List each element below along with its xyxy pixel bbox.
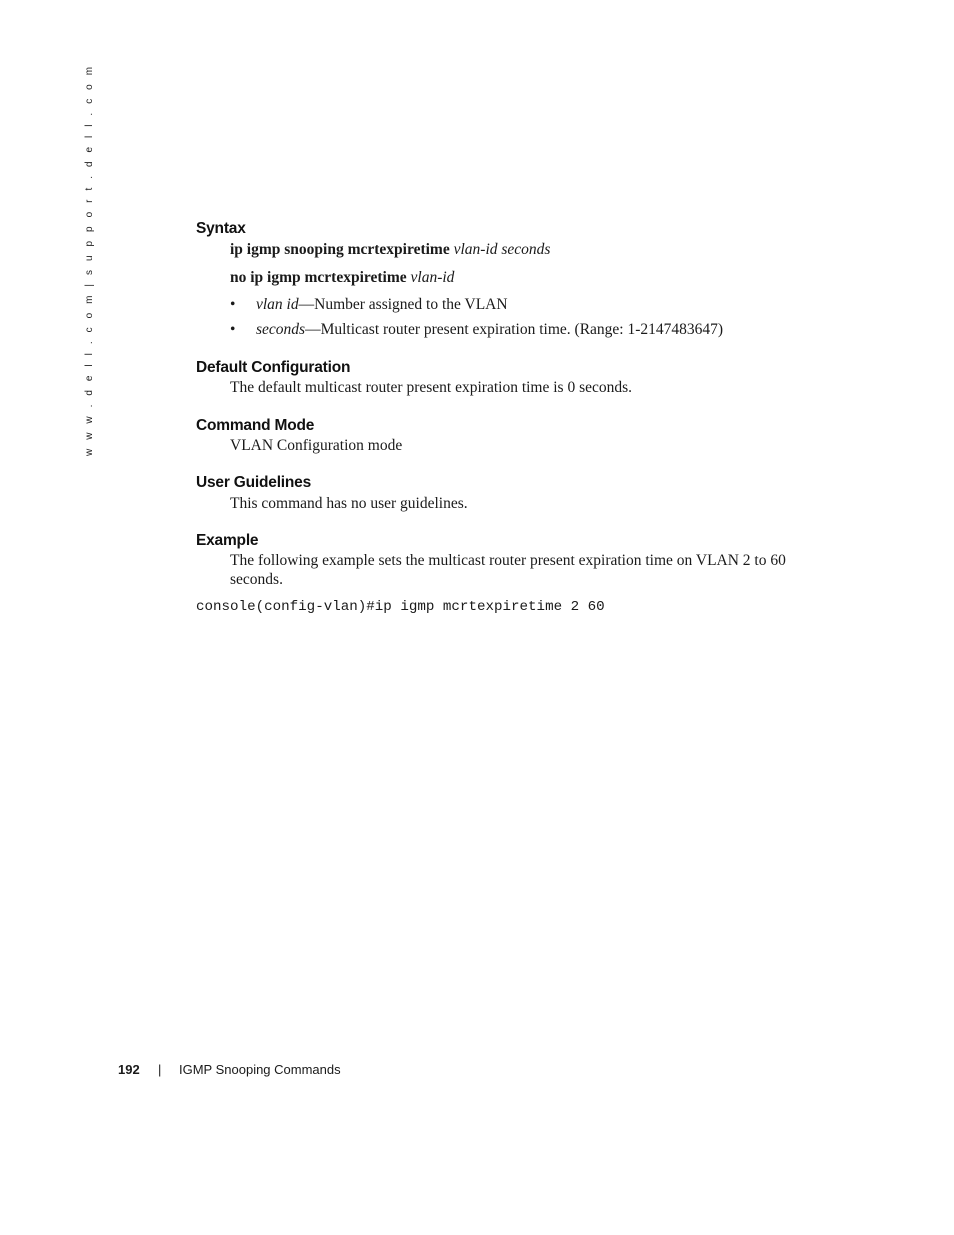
example-code: console(config-vlan)#ip igmp mcrtexpiretime 2 60 (196, 599, 605, 615)
example-heading: Example (196, 532, 259, 549)
default-configuration-heading: Default Configuration (196, 359, 351, 376)
syntax-command-1: ip igmp snooping mcrtexpiretime (230, 241, 450, 258)
user-guidelines-text: This command has no user guidelines. (230, 495, 468, 512)
bullet-icon: • (230, 321, 236, 338)
user-guidelines-heading: User Guidelines (196, 474, 312, 491)
bullet-item-vlan-id (256, 296, 508, 314)
command-mode-heading: Command Mode (196, 417, 315, 434)
syntax-params-1: vlan-id seconds (453, 241, 551, 258)
syntax-line-1 (230, 240, 550, 259)
syntax-heading: Syntax (196, 220, 246, 237)
side-margin-url: w w w . d e l l . c o m | s u p p o r t . d e l l . c o m (84, 63, 95, 456)
syntax-command-2: no ip igmp mcrtexpiretime (230, 269, 407, 286)
bullet-item-seconds (256, 321, 723, 339)
syntax-line-2 (230, 268, 454, 287)
bullet-desc: —Number assigned to the VLAN (298, 296, 508, 313)
chapter-title: IGMP Snooping Commands (179, 1062, 341, 1077)
command-mode-text: VLAN Configuration mode (230, 437, 403, 454)
bullet-term: seconds (256, 321, 306, 338)
default-configuration-text: The default multicast router present expiration time is 0 seconds. (230, 379, 633, 396)
page-number: 192 (118, 1062, 140, 1077)
syntax-params-2: vlan-id (410, 269, 455, 286)
bullet-desc: —Multicast router present expiration time. (Range: 1-2147483647) (305, 321, 724, 338)
footer-separator: | (158, 1062, 162, 1077)
bullet-term: vlan id (256, 296, 299, 313)
bullet-icon: • (230, 296, 236, 313)
example-text: The following example sets the multicast router present expiration time on VLAN 2 to 60 seconds. (230, 552, 786, 588)
